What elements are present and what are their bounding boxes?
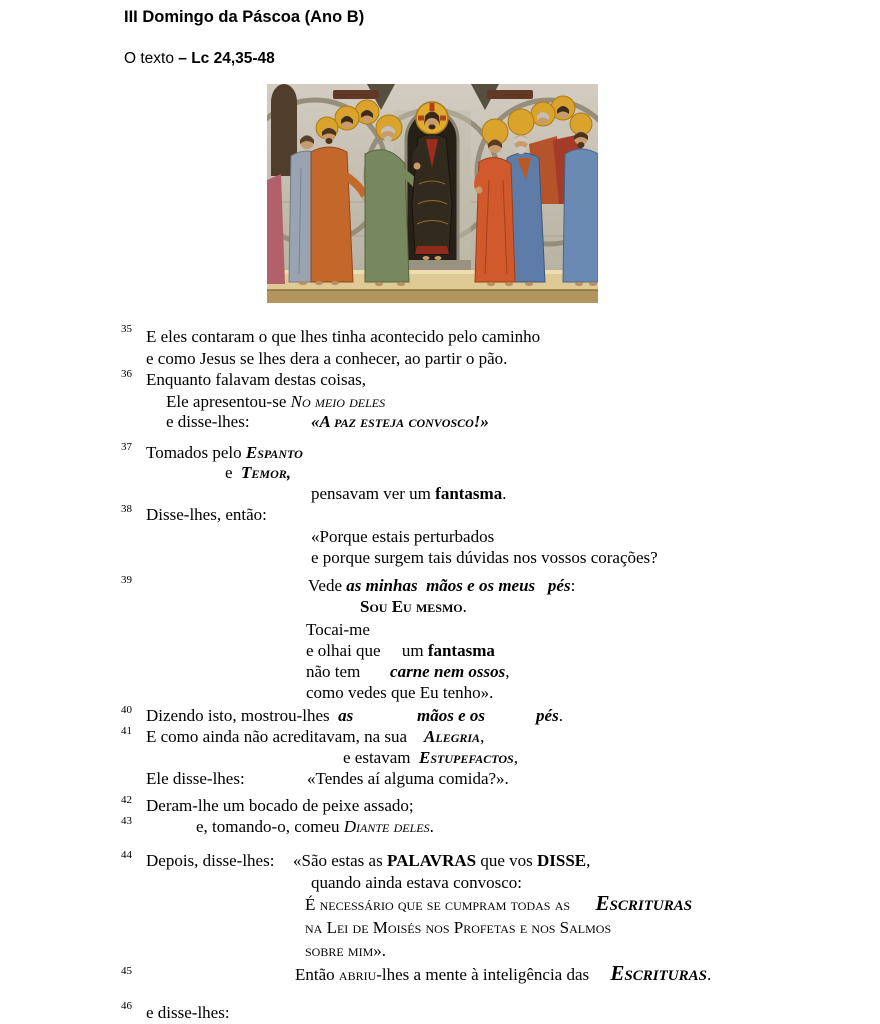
verse-38-line-2: «Porque estais perturbados [311, 527, 495, 546]
verse-37-line-2: e Temor, [225, 463, 292, 482]
verse-number-42: 42 [121, 794, 132, 806]
verse-37-line-3: pensavam ver um fantasma. [311, 484, 507, 503]
verse-44-line-4: na Lei de Moisés nos Profetas e nos Salmos [305, 918, 612, 937]
subtitle-prefix: O texto [124, 50, 179, 67]
verse-39-line-2: Sou Eu mesmo. [360, 597, 467, 616]
verse-41-line-3-quote: «Tendes aí alguma comida?». [307, 769, 509, 788]
verse-44-line-1-label: Depois, disse-lhes: [146, 851, 275, 870]
page-title: III Domingo da Páscoa (Ano B) [124, 8, 365, 26]
verse-36-line-2: Ele apresentou-se No meio deles [166, 392, 386, 411]
verse-39-line-1: Vede as minhas mãos e os meus pés: [308, 576, 576, 595]
verse-35-line-1: E eles contaram o que lhes tinha acontecido pelo caminho [146, 327, 541, 346]
verse-46-line-1: e disse-lhes: [146, 1003, 230, 1022]
verse-42-line-1: Deram-lhe um bocado de peixe assado; [146, 796, 414, 815]
verse-38-line-3: e porque surgem tais dúvidas nos vossos corações? [311, 548, 658, 567]
verse-number-46: 46 [121, 1000, 132, 1012]
verse-44-line-3: É necessário que se cumpram todas as Escrituras [305, 891, 693, 915]
verse-number-44: 44 [121, 849, 132, 861]
apostles-right [475, 96, 598, 286]
verse-39-line-4: e olhai que um fantasma [306, 641, 495, 660]
verse-41-line-3-label: Ele disse-lhes: [146, 769, 245, 788]
verse-41-line-1: E como ainda não acreditavam, na sua Alegria, [146, 727, 485, 746]
gospel-painting [267, 84, 598, 303]
verse-number-43: 43 [121, 815, 132, 827]
christ-figure [412, 102, 452, 260]
verse-number-37: 37 [121, 441, 132, 453]
verse-39-line-6: como vedes que Eu tenho». [306, 683, 494, 702]
verse-36-line-3-label: e disse-lhes: [166, 412, 250, 431]
verse-35-line-2: e como Jesus se lhes dera a conhecer, ao partir o pão. [146, 349, 508, 368]
verse-number-40: 40 [121, 704, 132, 716]
verse-number-35: 35 [121, 323, 132, 335]
page-subtitle [124, 50, 275, 68]
subtitle-reference: – Lc 24,35-48 [178, 50, 275, 67]
verse-40-line-1: Dizendo isto, mostrou-lhes as mãos e os pés. [146, 706, 563, 725]
verse-38-line-1: Disse-lhes, então: [146, 505, 267, 524]
verse-number-36: 36 [121, 368, 132, 380]
verse-39-line-5: não tem carne nem ossos, [306, 662, 510, 681]
verse-41-line-2: e estavam Estupefactos, [343, 748, 518, 767]
verse-number-45: 45 [121, 965, 132, 977]
verse-39-line-3: Tocai-me [306, 620, 370, 639]
verse-number-38: 38 [121, 503, 132, 515]
verse-44-line-5: sobre mim». [305, 941, 387, 960]
verse-45-line-1: Então abriu-lhes a mente à inteligência das Escrituras. [295, 961, 712, 985]
verse-43-line-1: e, tomando-o, comeu Diante deles. [196, 817, 434, 836]
verse-36-line-3-quote: «A paz esteja convosco!» [311, 412, 489, 431]
verse-44-line-1-quote: «São estas as PALAVRAS que vos DISSE, [293, 851, 591, 870]
verse-number-41: 41 [121, 725, 132, 737]
verse-36-line-1: Enquanto falavam destas coisas, [146, 370, 366, 389]
verse-37-line-1: Tomados pelo Espanto [146, 443, 303, 462]
verse-number-39: 39 [121, 574, 132, 586]
verse-44-line-2: quando ainda estava convosco: [311, 873, 523, 892]
gospel-painting-svg [267, 84, 598, 303]
